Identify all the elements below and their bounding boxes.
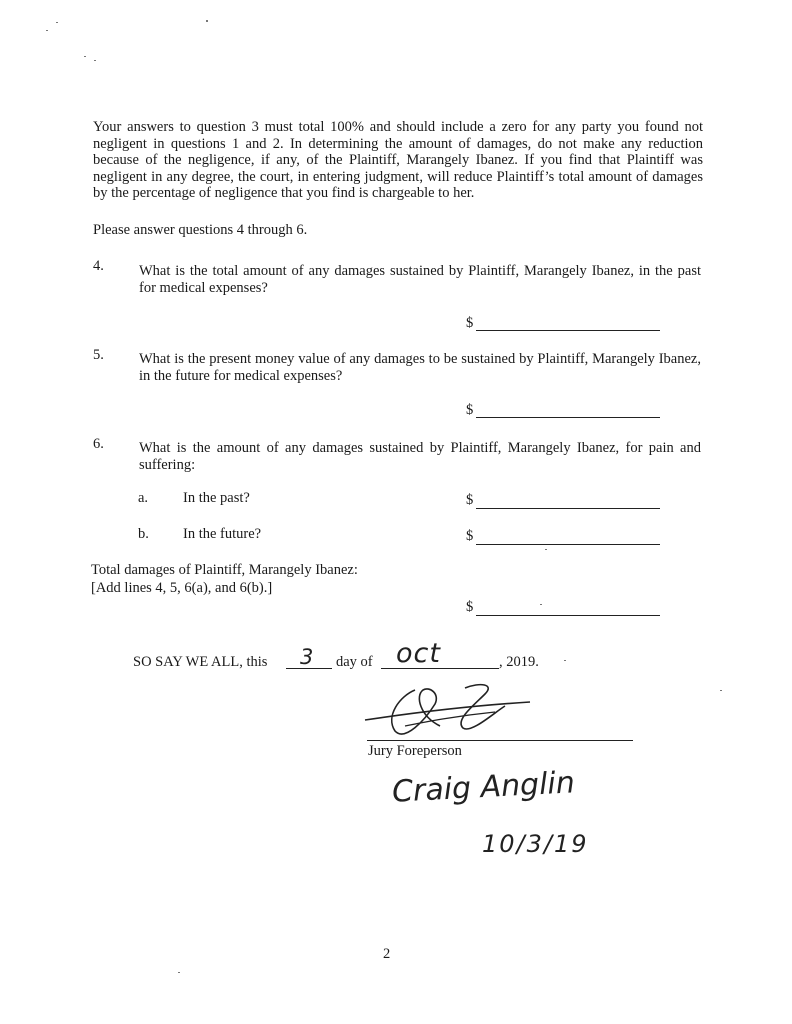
intro-paragraph: Your answers to question 3 must total 100% and should include a zero for any party you found not negligent in questions 1 and 2. In determining the amount of damages, do not make any reduction because of the negligence, if any, of the Plaintiff, Marangely Ibanez. If you find that Plaintiff was negligent in any degree, the court, in entering judgment, will reduce Plaintiff’s total amount of damages by the percentage of negligence that you find is chargeable to her. bbox=[93, 119, 703, 201]
handwritten-name: Craig Anglin bbox=[391, 765, 576, 810]
scan-speck bbox=[545, 549, 547, 550]
scan-speck bbox=[56, 22, 58, 23]
scan-speck bbox=[94, 60, 96, 61]
sub-item-a-answer-line bbox=[476, 508, 660, 509]
scan-speck bbox=[720, 690, 722, 691]
sub-item-b-text: In the future? bbox=[183, 526, 262, 542]
question-6-number: 6. bbox=[93, 436, 104, 452]
verdict-day-label: day of bbox=[336, 654, 373, 670]
sub-item-a-letter: a. bbox=[138, 490, 149, 506]
total-label-line-2: [Add lines 4, 5, 6(a), and 6(b).] bbox=[91, 580, 273, 596]
total-label-line-1: Total damages of Plaintiff, Marangely Ibanez: bbox=[91, 562, 358, 578]
question-5-number: 5. bbox=[93, 347, 104, 363]
question-6-text: What is the amount of any damages sustained by Plaintiff, Marangely Ibanez, for pain and suffering: bbox=[139, 440, 701, 473]
question-5-answer-line bbox=[476, 417, 660, 418]
sub-item-a-text: In the past? bbox=[183, 490, 250, 506]
verdict-year: , 2019. bbox=[499, 654, 539, 670]
scan-speck bbox=[206, 20, 208, 22]
page-number: 2 bbox=[383, 946, 391, 962]
question-4-number: 4. bbox=[93, 258, 104, 274]
verdict-day-handwritten: 3 bbox=[300, 645, 314, 669]
total-dollar-sign: $ bbox=[466, 599, 474, 615]
foreperson-signature bbox=[345, 676, 545, 746]
question-5-text: What is the present money value of any damages to be sustained by Plaintiff, Marangely Ibanez, in the future for medical expenses? bbox=[139, 351, 701, 384]
sub-item-a-dollar-sign: $ bbox=[466, 492, 474, 508]
question-4-dollar-sign: $ bbox=[466, 315, 474, 331]
sub-item-b-letter: b. bbox=[138, 526, 149, 542]
handwritten-date: 10/3/19 bbox=[482, 830, 589, 858]
foreperson-label: Jury Foreperson bbox=[368, 743, 462, 759]
sub-item-b-answer-line bbox=[476, 544, 660, 545]
question-5-dollar-sign: $ bbox=[466, 402, 474, 418]
scan-speck bbox=[564, 660, 566, 661]
foreperson-signature-line bbox=[367, 740, 633, 741]
scan-speck bbox=[540, 604, 542, 605]
scan-speck bbox=[84, 56, 86, 57]
total-answer-line bbox=[476, 615, 660, 616]
question-4-text: What is the total amount of any damages sustained by Plaintiff, Marangely Ibanez, in the past for medical expenses? bbox=[139, 263, 701, 296]
verdict-month-handwritten: oct bbox=[396, 638, 441, 669]
scan-speck bbox=[46, 30, 48, 31]
sub-item-b-dollar-sign: $ bbox=[466, 528, 474, 544]
question-4-answer-line bbox=[476, 330, 660, 331]
scan-speck bbox=[178, 972, 180, 973]
instruction-text: Please answer questions 4 through 6. bbox=[93, 222, 308, 238]
verdict-prefix: SO SAY WE ALL, this bbox=[133, 654, 268, 670]
